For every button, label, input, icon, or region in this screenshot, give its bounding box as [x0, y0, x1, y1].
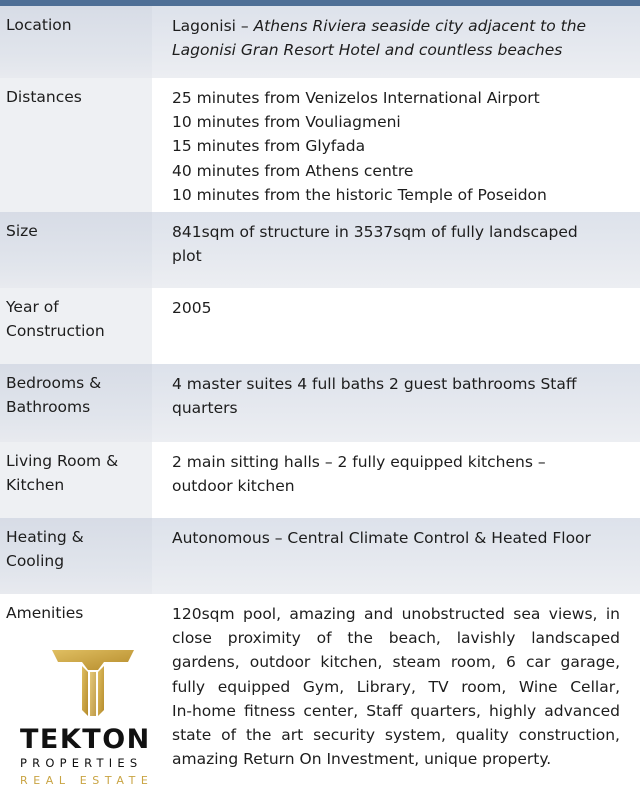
brand-subtitle: PROPERTIES	[20, 756, 143, 770]
table-row-location	[0, 6, 640, 78]
row-value-location: Lagonisi – Athens Riviera seaside city adjacent to the Lagonisi Gran Resort Hotel and countless beaches	[172, 17, 587, 60]
row-label-distances: Distances	[0, 78, 152, 212]
row-value-year: 2005	[172, 299, 212, 317]
row-label-amenities: Amenities	[0, 594, 152, 796]
table-row-distances	[0, 78, 640, 212]
row-value-size: 841sqm of structure in 3537sqm of fully landscaped plot	[172, 223, 578, 266]
row-label-heating: Heating & Cooling	[0, 518, 152, 594]
tekton-logo	[20, 650, 190, 796]
table-row-size	[0, 212, 640, 288]
row-value-distances: 25 minutes from Venizelos International Airport 10 minutes from Vouliagmeni 15 minutes from Glyfada 40 minutes from Athens centre 10 minutes from the historic Temple of Poseidon	[172, 89, 547, 204]
table-row-year	[0, 288, 640, 364]
row-label-size: Size	[0, 212, 152, 288]
row-label-year: Year of Construction	[0, 288, 152, 364]
row-value-heating: Autonomous – Central Climate Control & Heated Floor	[172, 529, 591, 547]
table-row-bedrooms	[0, 364, 640, 442]
table-row-living	[0, 442, 640, 518]
row-value-amenities: 120sqm pool, amazing and unobstructed sea views, in close proximity of the beach, lavishly landscaped gardens, outdoor kitchen, steam room, 6 car garage, fully equipped Gym, Library, TV room, Wine Cellar, In-home fitness center, Staff quarters, highly advanced state of the art security system, quality construction, amazing Return On Investment, unique property.	[172, 605, 620, 769]
brand-name: TEKTON	[20, 724, 151, 755]
table-row-heating	[0, 518, 640, 594]
tekton-t-emblem-icon	[52, 650, 134, 716]
row-label-bedrooms: Bedrooms & Bathrooms	[0, 364, 152, 442]
row-label-living: Living Room & Kitchen	[0, 442, 152, 518]
row-value-living: 2 main sitting halls – 2 fully equipped kitchens – outdoor kitchen	[172, 453, 546, 496]
row-label-location: Location	[0, 6, 152, 78]
row-value-bedrooms: 4 master suites 4 full baths 2 guest bathrooms Staff quarters	[172, 375, 577, 418]
brand-tagline: REAL ESTATE	[20, 774, 154, 787]
